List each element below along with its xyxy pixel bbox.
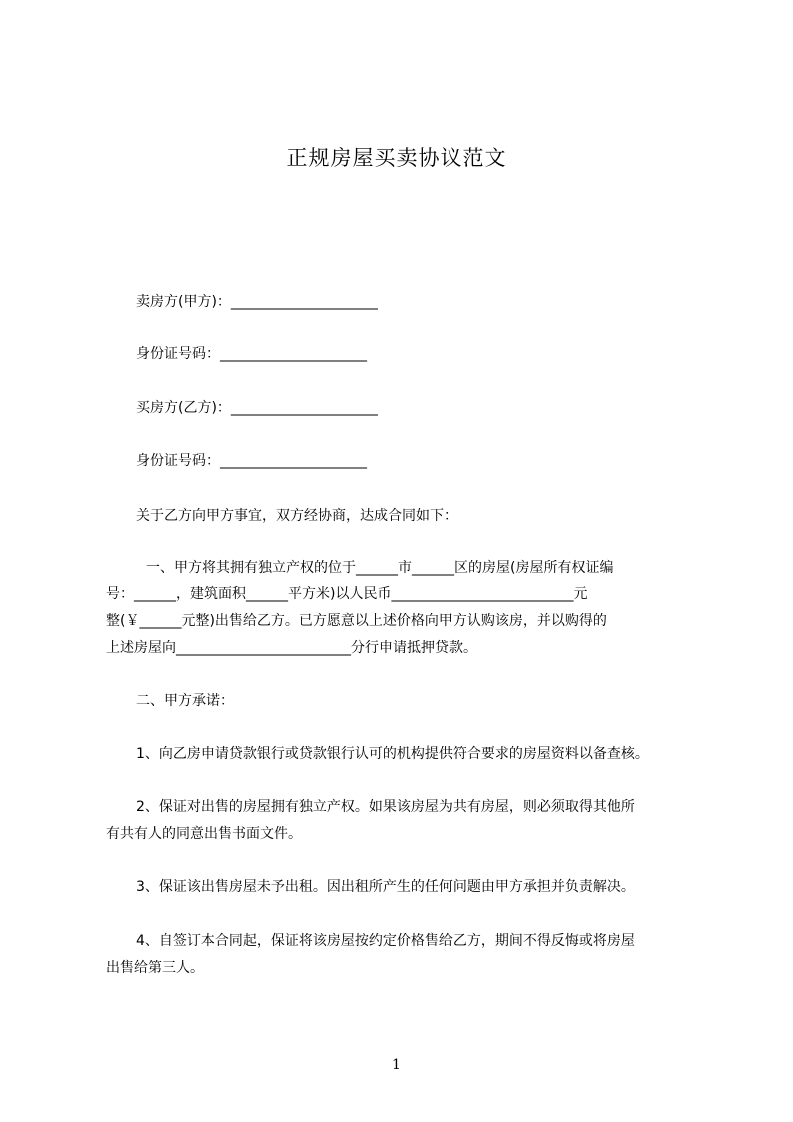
buyer-field: 买房方(乙方)：_____________________	[136, 400, 378, 416]
clause-1-line-3: 整(￥______元整)出售给乙方。已方愿意以上述价格向甲方认购该房，并以购得的	[106, 613, 607, 629]
page-number: 1	[392, 1057, 401, 1073]
clause-2-heading: 二、甲方承诺：	[136, 693, 234, 709]
clause-1-line-1: 一、甲方将其拥有独立产权的位于______市______区的房屋(房屋所有权证编	[146, 560, 614, 576]
intro-paragraph: 关于乙方向甲方事宜，双方经协商，达成合同如下：	[136, 508, 458, 524]
buyer-id-field: 身份证号码：_____________________	[136, 453, 367, 469]
seller-id-field: 身份证号码：_____________________	[136, 346, 367, 362]
promise-item-2-line-1: 2、保证对出售的房屋拥有独立产权。如果该房屋为共有房屋，则必须取得其他所	[136, 799, 635, 815]
document-title: 正规房屋买卖协议范文	[286, 146, 507, 170]
promise-item-3: 3、保证该出售房屋未予出租。因出租所产生的任何问题由甲方承担并负责解决。	[136, 879, 635, 895]
promise-item-2-line-2: 有共有人的同意出售书面文件。	[106, 826, 302, 842]
clause-1-line-4: 上述房屋向_________________________分行申请抵押贷款。	[106, 640, 477, 656]
promise-item-4-line-1: 4、自签订本合同起，保证将该房屋按约定价格售给乙方，期间不得反悔或将房屋	[136, 933, 635, 949]
clause-1-line-2: 号：______，建筑面积______平方米)以人民币__________________________元	[106, 586, 588, 602]
promise-item-1: 1、向乙房申请贷款银行或贷款银行认可的机构提供符合要求的房屋资料以备查核。	[136, 746, 649, 762]
promise-item-4-line-2: 出售给第三人。	[106, 960, 204, 976]
seller-field: 卖房方(甲方)：_____________________	[136, 294, 378, 310]
